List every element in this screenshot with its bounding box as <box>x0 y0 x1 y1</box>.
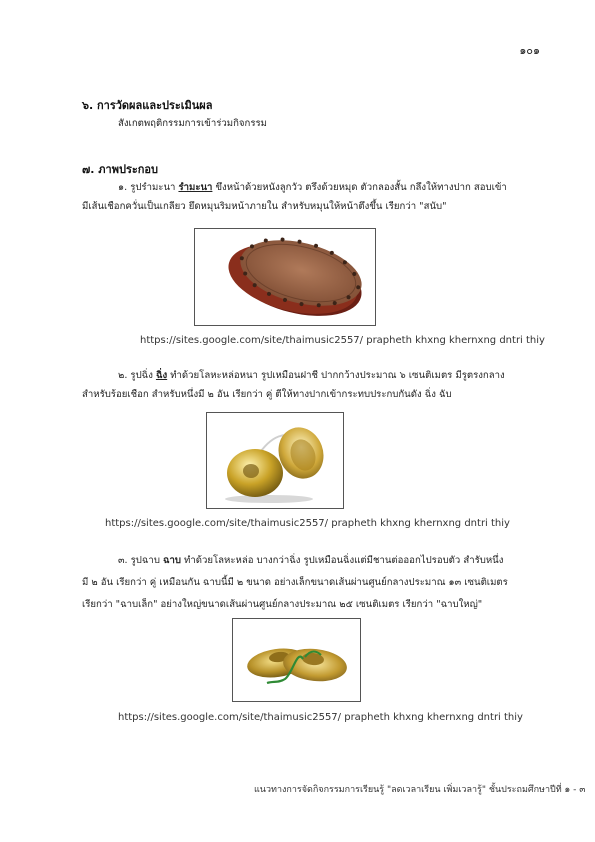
item-1-line-1 <box>118 179 507 196</box>
item-2-prefix: ๒. รูปฉิ่ง <box>118 370 156 381</box>
item-2-line-1 <box>118 367 505 384</box>
item-2-line-2: สำหรับร้อยเชือก สำหรับหนึ่งมี ๒ อัน เรียกว่า คู่ ตีให้ทางปากเข้ากระทบประกบกันดัง ฉิ่ง ฉับ <box>82 389 452 400</box>
image-rammana <box>194 228 376 326</box>
image-ching <box>206 412 344 509</box>
item-2-desc: ทำด้วยโลหะหล่อหนา รูปเหมือนฝาชี ปากกว้างประมาณ ๖ เซนติเมตร มีรูตรงกลาง <box>167 370 505 381</box>
item-2-term: ฉิ่ง <box>155 370 168 381</box>
section-6-text: สังเกตพฤติกรรมการเข้าร่วมกิจกรรม <box>118 118 267 129</box>
section-6-heading: ๖. การวัดผลและประเมินผล <box>82 99 213 112</box>
item-3-prefix: ๓. รูปฉาบ <box>118 555 163 566</box>
item-3-line-2: มี ๒ อัน เรียกว่า คู่ เหมือนกัน ฉาบนี้มี ๒ ขนาด อย่างเล็กขนาดเส้นผ่านศูนย์กลางประมาณ ๑๓ เซนติเมตร <box>82 577 508 588</box>
page-footer: แนวทางการจัดกิจกรรมการเรียนรู้ "ลดเวลาเรียน เพิ่มเวลารู้" ชั้นประถมศึกษาปีที่ ๑ - ๓ <box>254 785 586 795</box>
item-1-desc: ขึงหน้าด้วยหนังลูกวัว ตรึงด้วยหมุด ตัวกลองสั้น กลึงให้ทางปาก สอบเข้า <box>212 182 507 193</box>
item-3-term: ฉาบ <box>162 555 181 566</box>
item-1-prefix: ๑. รูปรำมะนา <box>118 182 179 193</box>
item-1-line-2: มีเส้นเชือกควั่นเป็นเกลียว ยึดหมุนริมหน้าภายใน สำหรับหมุนให้หน้าตึงขึ้น เรียกว่า "สนับ" <box>82 201 447 212</box>
item-1-term: รำมะนา <box>178 182 213 193</box>
page-number: ๑๐๑ <box>519 44 540 57</box>
section-7-heading: ๗. ภาพประกอบ <box>82 163 159 176</box>
item-3-caption: https://sites.google.com/site/thaimusic2557/ prapheth khxng khernxng dntri thiy <box>118 712 523 723</box>
item-3-desc: ทำด้วยโลหะหล่อ บางกว่าฉิ่ง รูปเหมือนฉิ่งแต่มีชานต่อออกไปรอบตัว สำรับหนึ่ง <box>180 555 504 566</box>
item-2-caption: https://sites.google.com/site/thaimusic2557/ prapheth khxng khernxng dntri thiy <box>105 518 510 529</box>
item-3-line-1 <box>118 552 503 569</box>
image-chap <box>232 618 361 702</box>
item-3-line-3: เรียกว่า "ฉาบเล็ก" อย่างใหญ่ขนาดเส้นผ่านศูนย์กลางประมาณ ๒๕ เซนติเมตร เรียกว่า "ฉาบใหญ่" <box>82 599 483 610</box>
item-1-caption: https://sites.google.com/site/thaimusic2557/ prapheth khxng khernxng dntri thiy <box>140 335 545 346</box>
